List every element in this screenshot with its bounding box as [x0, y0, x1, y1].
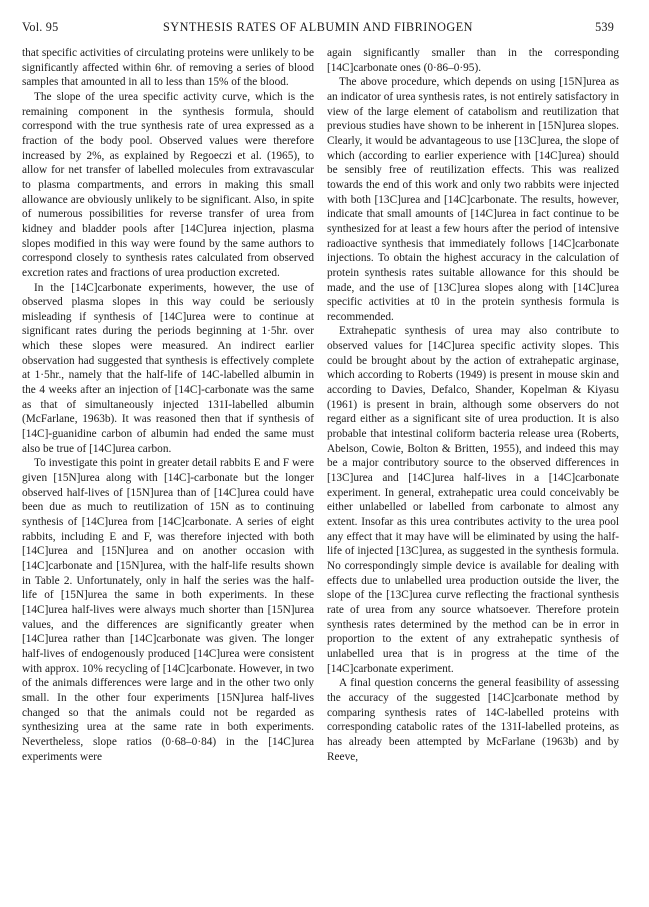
- paragraph: The above procedure, which depends on using [15N]urea as an indicator of urea synthesis rates, is not entirely satisfactory in view of the large element of catabolism and reutilization that previous studies have shown to be inherent in [15N]urea slopes. Clearly, it would be advantageous to use [13C]urea, the slope of which (according to earlier experience with [14C]urea) should be sensibly free of reutilization effects. This was realized towards the end of this work and only two rabbits were injected with both [13C]urea and [14C]carbonate. The results, however, indicate that small amounts of [14C]urea in fact continue to be synthesized for at least a few hours after the period of intensive radioactive synthesis that immediately follows [14C]carbonate injections. To obtain the highest accuracy in the calculation of protein synthesis rates suitable allowance for this should be made, and the use of [13C]urea slopes along with [14C]urea specific activities at t0 in the protein synthesis formula is recommended.: [327, 76, 619, 323]
- paragraph: In the [14C]carbonate experiments, however, the use of observed plasma slopes in this way could be seriously misleading if synthesis of [14C]urea were to continue at significant rates during the periods beginning at 1·5hr. over which these slopes were measured. An indirect earlier observation had suggested that synthesis is effectively complete at 1·5hr., namely that the half-life of 14C-labelled albumin in the 4 weeks after an injection of [14C]-carbonate was the same as that of simultaneously injected 131I-labelled albumin (McFarlane, 1963b). It was reasoned then that if synthesis of [14C]-guanidine carbon of albumin had ended the same must also be true of [14C]urea carbon.: [22, 281, 314, 455]
- page-number: 539: [595, 20, 614, 34]
- paragraph: again significantly smaller than in the corresponding [14C]carbonate ones (0·86–0·95).: [327, 47, 619, 74]
- running-header: [22, 20, 614, 38]
- right-column: [327, 46, 619, 764]
- paragraph: Extrahepatic synthesis of urea may also contribute to observed values for [14C]urea specific activity slopes. This could be brought about by the action of extrahepatic arginase, which according to Roberts (1949) is present in mouse skin and according to Davies, Defalco, Shander, Kopelman & Kiyasu (1961) is present in brain, although some observers do not regard either as a significant site of urea production. It is also probable that intestinal coliform bacteria release urea (Roberts, Abelson, Cowie, Bolton & Britten, 1955), and indeed this may be a major contributory source to the observed differences in [13C]urea and [14C]urea half-lives in a [14C]carbonate experiment. In general, extrahepatic urea could conceivably be either unlabelled or labelled from carbonate to almost any extent. Insofar as this urea contributes activity to the urea pool any effect that it may have will be eliminated by using the half-life of injected [13C]urea, as suggested in the synthesis formula. No correspondingly simple device is available for dealing with effects due to unlabelled urea production outside the liver, the slope of the [13C]urea curve reflecting the fractional synthesis rate of urea from any source whatsoever. Therefore protein synthesis rates determined by the method can be in error in proportion to the extent of any extrahepatic synthesis of unlabelled urea that is in progress at the time of the [14C]carbonate experiment.: [327, 325, 619, 675]
- paragraph: that specific activities of circulating proteins were unlikely to be significantly affected within 6hr. of removing a series of blood samples that amounted in all to less than 15% of the blood.: [22, 47, 314, 89]
- paragraph: A final question concerns the general feasibility of assessing the accuracy of the suggested [14C]carbonate method by comparing synthesis rates of 14C-labelled proteins with corresponding catabolic rates of the 131I-labelled proteins, as has already been attempted by McFarlane (1963b) and by Reeve,: [327, 677, 619, 763]
- left-column: [22, 46, 314, 764]
- paragraph: To investigate this point in greater detail rabbits E and F were given [15N]urea along with [14C]-carbonate but the longer observed half-lives of [15N]urea than of [14C]urea could have been due as much to reutilization of 15N as to continuing synthesis of [14C]urea from [14C]carbonate. A series of eight rabbits, including E and F, was therefore injected with both [14C]urea and [15N]urea and on another occasion with [14C]carbonate and [15N]urea, with the half-life results shown in Table 2. Unfortunately, only in half the series was the half-life of [15N]urea the same in both experiments. In these [14C]urea half-lives were always much shorter than [15N]urea values, and the differences are significantly greater when [14C]urea rather than [14C]carbonate was given. The longer half-lives of endogenously produced [14C]urea were consistent with approx. 10% recycling of [14C]carbonate. However, in two of the animals differences were large and in the other two only small. In the other four experiments [15N]urea half-lives changed so that the animals could not be regarded as synthesizing urea at the same rate in both experiments. Nevertheless, slope ratios (0·68–0·84) in the [14C]urea experiments were: [22, 457, 314, 763]
- volume-label: Vol. 95: [22, 20, 59, 34]
- running-title: SYNTHESIS RATES OF ALBUMIN AND FIBRINOGEN: [163, 20, 473, 34]
- paragraph: The slope of the urea specific activity curve, which is the remaining component in the synthesis formula, should correspond with the true synthesis rate of urea expressed as a fraction of the body pool. Observed values were therefore increased by 2%, as explained by Regoeczi et al. (1965), to allow for net transfer of labelled molecules from extravascular to plasma compartments, and errors in making this small allowance are obviously unlikely to be significant. Also, in spite of numerous possibilities for reverse transfer of urea from kidney and bladder pools after [14C]urea injection, plasma slopes modified in this way were found by the same authors to correspond closely to synthesis rates calculated from observed excretion rates and fractions of urea production excreted.: [22, 90, 314, 279]
